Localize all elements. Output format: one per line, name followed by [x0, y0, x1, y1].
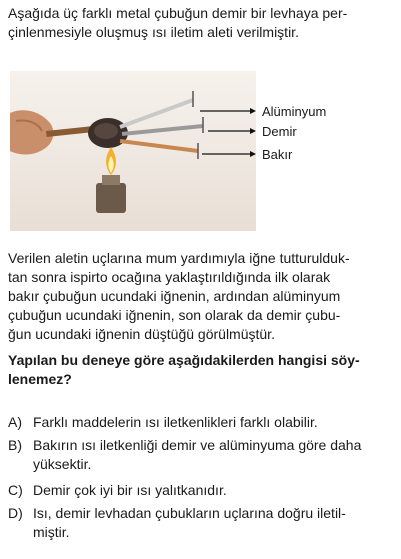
description-line: bakır çubuğun ucundaki iğnenin, ardından alüminyum [8, 288, 341, 304]
apparatus-illustration [10, 71, 256, 231]
intro-text [8, 4, 393, 42]
description-line: çubuğun ucundaki iğnenin, son olarak da demir çubu- [8, 307, 341, 323]
flame-icon [106, 147, 116, 175]
label-demir: Demir [262, 124, 297, 139]
option-key: C) [8, 482, 23, 498]
option-text: Isı, demir levhadan çubukların uçlarına doğru iletil- [33, 505, 346, 521]
intro-line-2: çinlenmesiyle oluşmuş ısı iletim aleti verilmiştir. [8, 24, 299, 40]
option-text: miştir. [33, 524, 70, 540]
option-text: Bakırın ısı iletkenliği demir ve alüminyuma göre daha [33, 437, 362, 453]
question-text [8, 351, 393, 389]
question-line-1: Yapılan bu deneye göre aşağıdakilerden hangisi söy- [8, 352, 360, 368]
label-bakir: Bakır [262, 147, 293, 162]
option-key: B) [8, 437, 22, 453]
option-text: Farklı maddelerin ısı iletkenlikleri farklı olabilir. [33, 414, 318, 430]
description-line: Verilen aletin uçlarına mum yardımıyla iğne tutturulduk- [8, 250, 350, 266]
option-key: D) [8, 505, 23, 521]
description-line: tan sonra ispirto ocağına yaklaştırıldığında ilk olarak [8, 269, 331, 285]
question-line-2: lenemez? [8, 371, 72, 387]
option-text: Demir çok iyi bir ısı yalıtkanıdır. [33, 482, 227, 498]
label-aluminyum: Alüminyum [262, 104, 327, 119]
experiment-description [8, 249, 393, 344]
description-line: ğun ucundaki iğnenin düştüğü görülmüştür. [8, 326, 275, 342]
option-key: A) [8, 414, 22, 430]
right-arrow-icon [200, 108, 256, 157]
apparatus-photo [10, 71, 256, 231]
option-text: yüksektir. [33, 456, 92, 472]
intro-line-1: Aşağıda üç farklı metal çubuğun demir bir levhaya per- [8, 5, 348, 21]
